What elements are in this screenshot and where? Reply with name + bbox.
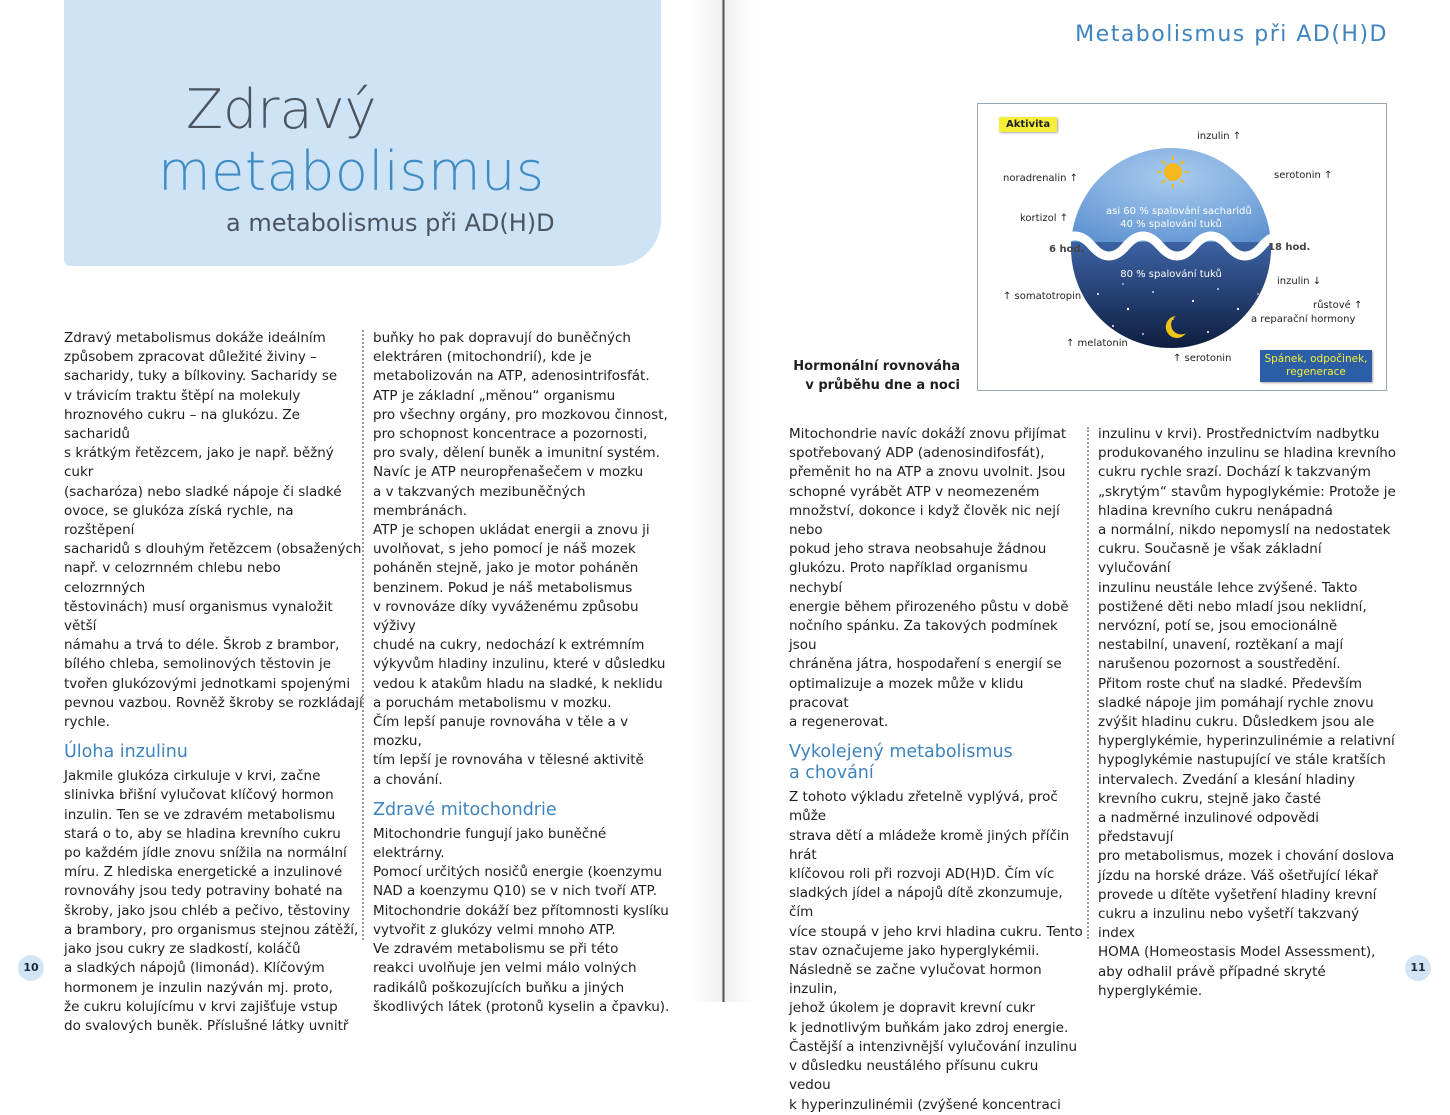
time-right: 18 hod. xyxy=(1268,242,1311,253)
title-box xyxy=(64,0,661,266)
section-heading-mitochondria: Zdravé mitochondrie xyxy=(373,799,557,820)
label-inzulin-down: inzulin ↓ xyxy=(1277,276,1322,287)
label-rustove: růstové ↑ xyxy=(1313,300,1363,311)
label-serotonin-up: serotonin ↑ xyxy=(1274,170,1333,181)
left-page xyxy=(0,0,724,1034)
label-reparacni: a reparační hormony xyxy=(1251,314,1356,325)
running-head: Metabolismus při AD(H)D xyxy=(1075,22,1388,47)
sleep-badge-line-1: Spánek, odpočinek, xyxy=(1264,353,1368,365)
label-kortizol: kortizol ↑ xyxy=(1020,213,1069,224)
mitochondria-paragraph: Mitochondrie fungují jako buněčné elektrárny. Pomocí určitých nosičů energie (koenzymu NAD a koenzymu Q10) se v nich tvoří ATP. Mitochondrie dokáží bez přítomnosti kyslíku vytvořit z glukózy velmi mnoho ATP. Ve zdravém metabolismu se při této reakci uvolňuje jen velmi málo volných radikálů poškozujících buňku a jiných škodlivých látek (protonů kyselin a čpavku). xyxy=(373,825,670,1015)
day-text-1: asi 60 % spalování sacharidů xyxy=(1106,206,1252,217)
adp-paragraph: Mitochondrie navíc dokáží znovu přijímat spotřebovaný ADP (adenosindifosfát), přeměnit ho na ATP a znovu uvolnit. Jsou schopné vyrábět ATP v neomezeném množství, dokonce i když člověk nic nejí nebo pokud jeho strava neobsahuje žádnou glukózu. Proto například organismu nechybí energie během přirozeného půstu v době nočního spánku. Za takových podmínek jsou chráněna játra, hospodaření s energií se optimalizuje a mozek může v klidu pracovat a regenerovat. xyxy=(789,426,1069,731)
page-number-left: 10 xyxy=(18,955,44,981)
title-line-1: Zdravý xyxy=(186,78,377,141)
day-night-circle xyxy=(978,104,1386,390)
right-column-1 xyxy=(789,425,1084,1115)
section-heading-insulin: Úloha inzulinu xyxy=(64,742,188,763)
spine-shadow-left xyxy=(690,0,722,1002)
label-inzulin-up: inzulin ↑ xyxy=(1197,131,1242,142)
hypoglycemia-paragraph: inzulinu v krvi). Prostřednictvím nadbytku produkovaného inzulinu se hladina krevního cukru rychle srazí. Dochází k takzvaným „skrytým“ stavům hypoglykémie: Protože je hladina krevního cukru nenápadná a normální, nikdo nepomyslí na nedostatek cukru. Současně je však základní vylučování inzulinu neustále lehce zvýšené. Takto postižené děti nebo mladí jsou neklidní, nervózní, potí se, jsou emocionálně nestabilní, unavení, roztěkaní a mají narušenou pozornost a soustředění. Přitom roste chuť na sladké. Především sladké nápoje jim pomáhají rychle znovu zvýšit hladinu cukru. Důsledkem jsou ale hyperglykémie, hyperinzulinémie a relativní hypoglykémie nastupující ve stále kratších intervalech. Zvedání a klesání hladiny krevního cukru, stejně jako časté a nadměrné inzulinové odpovědi představují pro metabolismus, mozek i chování doslova jízdu na horské dráze. Váš ošetřující lékař provede u dítěte vyšetření hladiny krevní cukru a inzulinu nebo vyšetří takzvaný index HOMA (Homeostasis Model Assessment), aby odhalil právě případné skryté hyperglykémie. xyxy=(1098,426,1397,999)
left-column-1 xyxy=(64,329,364,1036)
sleep-badge xyxy=(1260,350,1372,382)
right-column-2 xyxy=(1098,425,1398,1001)
insulin-paragraph: Jakmile glukóza cirkuluje v krvi, začne slinivka břišní vylučovat klíčový hormon inzulin. Ten se ve zdravém metabolismu stará o to, aby se hladina krevního cukru po každém jídle znovu snížila na normální míru. Z hlediska energetické a inzulinové rovnováhy jsou tedy potraviny bohaté na škroby, jako jsou chléb a pečivo, těstoviny a brambory, pro organismus stejnou zátěží, jako jsou cukry ze sladkostí, koláčů a sladkých nápojů (limonád). Klíčovým hormonem je inzulin nazýván mj. proto, že cukru kolujícímu v krvi zajišťuje vstup do svalových buněk. Příslušné látky uvnitř xyxy=(64,768,359,1034)
spine-shadow-right xyxy=(725,0,755,1002)
time-left: 6 hod. xyxy=(1049,244,1085,255)
atp-paragraph: buňky ho pak dopravují do buněčných elektráren (mitochondrií), kde je metabolizován na ATP, adenosintrifosfát. ATP je základní „měnou“ organismu pro všechny orgány, pro mozkovou činnost, pro schopnost koncentrace a pozornosti, pro svaly, dělení buněk a imunitní systém. Navíc je ATP neuropřenašečem v mozku a v takzvaných mezibuněčných membránách. ATP je schopen ukládat energii a znovu ji uvolňovat, s jeho pomocí je náš mozek poháněn stejně, jako je motor poháněn benzinem. Pokud je náš metabolismus v rovnováze díky vyváženému způsobu výživy chudé na cukry, nedochází k extrémním výkyvům hladiny inzulinu, které v důsledku vedou k atakům hladu na sladké, k neklidu a poruchám metabolismu v mozku. Čím lepší panuje rovnováha v těle a v mozku, tím lepší je rovnováha v tělesné aktivitě a chování. xyxy=(373,330,668,788)
left-column-2 xyxy=(373,329,673,1017)
label-somatotropin: ↑ somatotropin xyxy=(1003,291,1082,302)
section-heading-derailed: Vykolejený metabolismus a chování xyxy=(789,742,1013,784)
page-number-right: 11 xyxy=(1405,955,1431,981)
title-line-2: metabolismus xyxy=(158,140,545,203)
sleep-badge-line-2: regenerace xyxy=(1286,366,1346,378)
night-text: 80 % spalování tuků xyxy=(1120,269,1222,280)
title-subtitle: a metabolismus při AD(H)D xyxy=(226,209,555,237)
diagram-caption: Hormonální rovnováha v průběhu dne a noci xyxy=(793,359,960,393)
column-divider-right xyxy=(1087,427,1089,939)
column-divider xyxy=(362,330,364,940)
intro-paragraph: Zdravý metabolismus dokáže ideálním způsobem zpracovat důležité živiny – sacharidy, tuky a bílkoviny. Sacharidy se v trávicím traktu štěpí na molekuly hroznového cukru – na glukózu. Ze sacharidů s krátkým řetězcem, jako je např. běžný cukr (sacharóza) nebo sladké nápoje či sladké ovoce, se glukóza získá rychle, na rozštěpení sacharidů s dlouhým řetězcem (obsažených např. v celozrnném chlebu nebo celozrnných těstovinách) musí organismus vynaložit větší námahu a trvá to déle. Škrob z brambor, bílého chleba, semolinových těstovin je tvořen glukózovými jednotkami spojenými pevnou vazbou. Rovněž škroby se rozkládají rychle. xyxy=(64,330,363,731)
hormone-diagram xyxy=(977,103,1387,391)
activity-badge: Aktivita xyxy=(999,117,1057,132)
label-noradrenalin: noradrenalin ↑ xyxy=(1003,173,1079,184)
label-serotonin-low: ↑ serotonin xyxy=(1173,353,1232,364)
day-text-2: 40 % spalování tuků xyxy=(1120,219,1222,230)
label-melatonin: ↑ melatonin xyxy=(1066,338,1128,349)
derailed-paragraph: Z tohoto výkladu zřetelně vyplývá, proč může strava dětí a mládeže kromě jiných příčin hrát klíčovou roli při rozvoji AD(H)D. Čím víc sladkých jídel a nápojů dítě zkonzumuje, čím více stoupá v jeho krvi hladina cukru. Tento stav označujeme jako hyperglykémii. Následně se začne vylučovat hormon inzulin, jehož úkolem je dopravit krevní cukr k jednotlivým buňkám jako zdroj energie. Častější a intenzivnější vylučování inzulinu v důsledku neustálého přísunu cukru vedou k hyperinzulinémii (zvýšené koncentraci xyxy=(789,789,1083,1113)
